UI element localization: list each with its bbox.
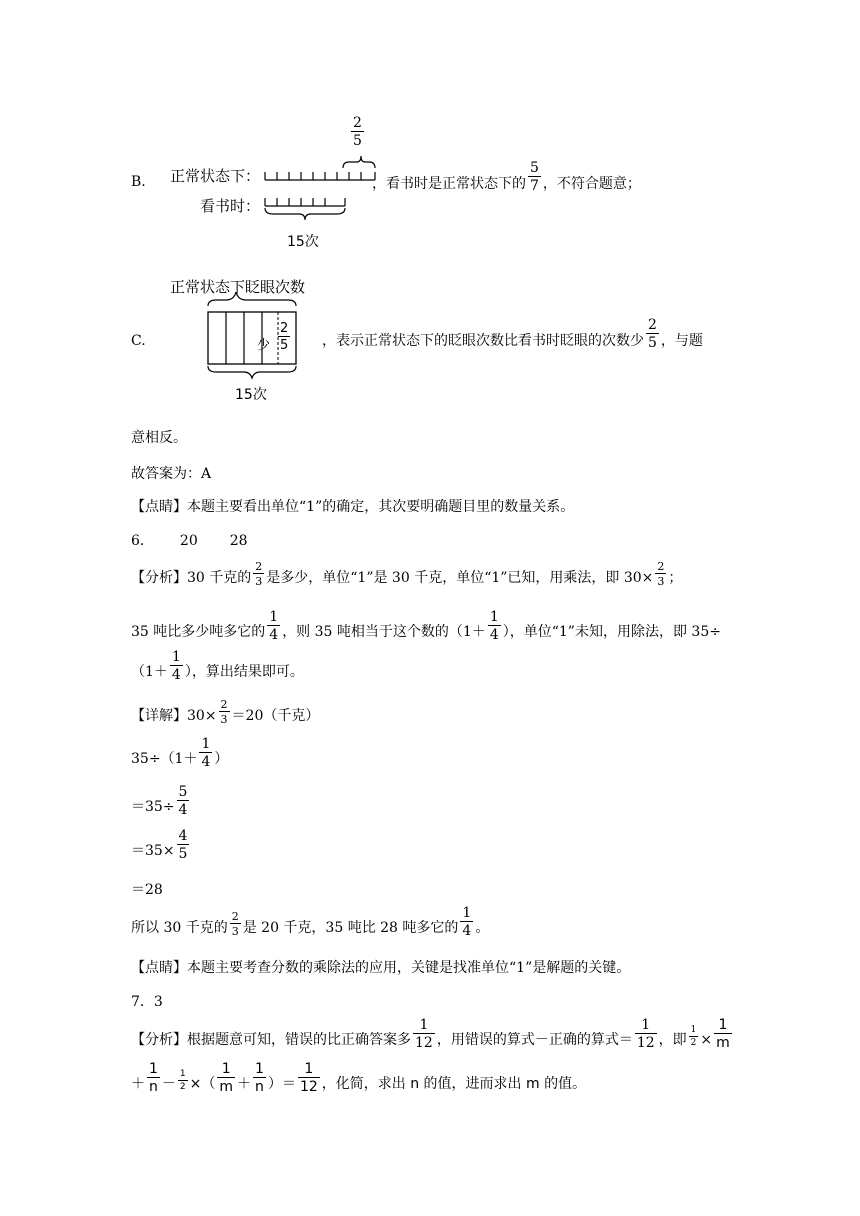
diagram-read-label: 看书时：	[200, 197, 261, 215]
fraction-2-5: $\frac{2}{5}$	[648, 317, 657, 351]
diagram-brace-fraction: $\frac{2}{5}$	[353, 115, 362, 149]
diagram-normal-label: 正常状态下：	[170, 167, 261, 185]
diagram-count-label: 15次	[287, 234, 319, 250]
answer-5: 故答案为：A	[131, 466, 212, 482]
q6-step2: ＝35÷ $\frac{5}{4}$	[131, 784, 188, 818]
q6-comment: 【点睛】本题主要考查分数的乘除法的应用，关键是找准单位“1”是解题的关键。	[131, 960, 631, 976]
q7-analysis-line1: 【分析】根据题意可知，错误的比正确答案多 $\frac{1}{12}$ ，用错误的算式－正确的算式＝ $\frac{1}{12}$ ，即 $\frac{1}{2}$ × $\frac{1}{m}$	[131, 1017, 730, 1051]
q6-step3: ＝35× $\frac{4}{5}$	[131, 828, 188, 862]
diagram-c-less-label: 少	[257, 338, 271, 353]
option-c-letter: C.	[131, 333, 146, 349]
diagram-c-count-label: 15次	[235, 387, 267, 403]
q6-conclusion: 所以 30 千克的 $\frac{2}{3}$ 是 20 千克，35 吨比 28 吨多它的 $\frac{1}{4}$ 。	[131, 905, 490, 939]
option-b-letter: B.	[131, 174, 146, 190]
q6-step1: 35÷（1＋ $\frac{1}{4}$ ）	[131, 736, 229, 770]
q6-analysis-line2: 35 吨比多少吨多它的 $\frac{1}{4}$ ，则 35 吨相当于这个数的（1＋ $\frac{1}{4}$ ），单位“1”未知，用除法，即 35÷	[131, 609, 721, 643]
option-c-text-cont: 意相反。	[131, 430, 187, 446]
diagram-c-fraction: $\frac{2}{5}$	[280, 321, 289, 353]
q6-detail: 【详解】30× $\frac{2}{3}$ ＝20（千克）	[131, 698, 320, 726]
q6-header: 6． 20 28	[131, 533, 248, 549]
segment-diagram-c	[200, 292, 310, 382]
comment-5: 【点睛】本题主要看出单位“1”的确定，其次要明确题目里的数量关系。	[131, 499, 575, 515]
diagram-c-title: 正常状态下眨眼次数	[170, 278, 306, 296]
q6-analysis-line1: 【分析】30 千克的 $\frac{2}{3}$ 是多少，单位“1”是 30 千克，单位“1”已知，用乘法，即 30× $\frac{2}{3}$ ；	[131, 560, 683, 588]
q7-analysis-line2: ＋ $\frac{1}{n}$ － $\frac{1}{2}$ ×（ $\frac{1}{m}$ ＋ $\frac{1}{n}$ ）＝ $\frac{1}{12}$ ，化简，求出 n 的值，进而求出 m 的值。	[131, 1061, 587, 1095]
fraction-5-7: $\frac{5}{7}$	[530, 160, 539, 194]
segment-diagram-b	[255, 150, 385, 220]
option-b-text: ，看书时是正常状态下的 $\frac{5}{7}$ ，不符合题意；	[372, 160, 641, 194]
option-c-text: ，表示正常状态下的眨眼次数比看书时眨眼的次数少 $\frac{2}{5}$ ，与题	[322, 317, 703, 351]
q6-step4: ＝28	[131, 882, 163, 898]
q6-analysis-line3: （1＋ $\frac{1}{4}$ ），算出结果即可。	[131, 649, 304, 683]
q7-header: 7．3	[131, 994, 163, 1010]
